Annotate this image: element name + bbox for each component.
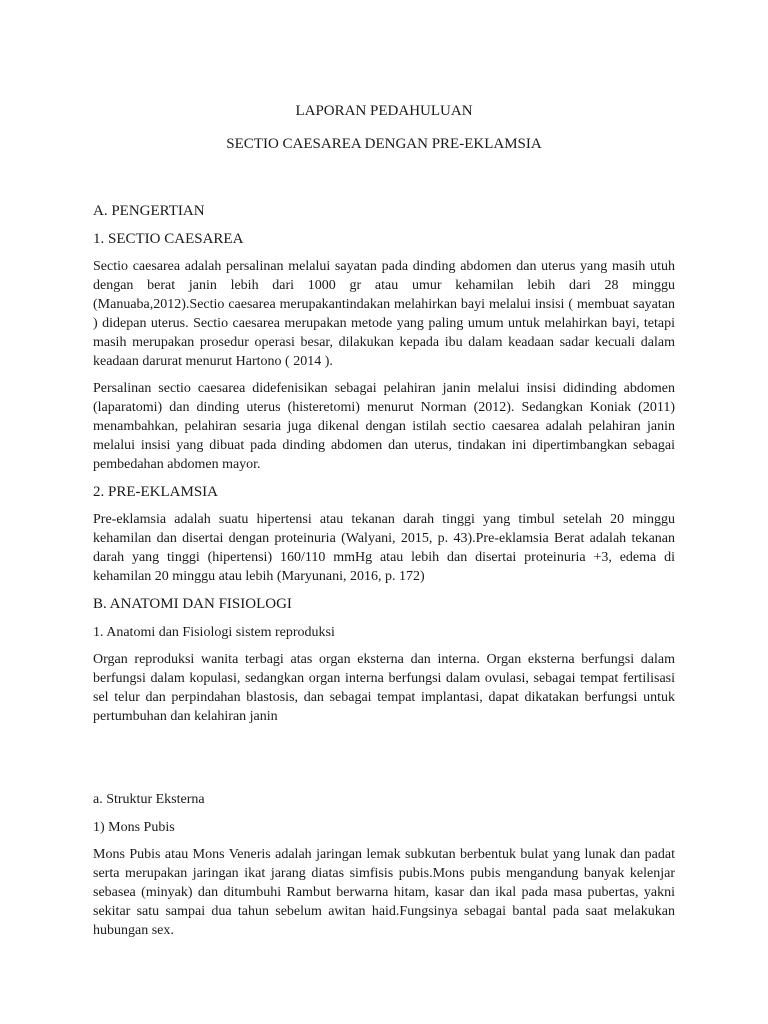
- document-title: LAPORAN PEDAHULUAN: [295, 103, 473, 119]
- paragraph-pre-eklamsia: Pre-eklamsia adalah suatu hipertensi atau tekanan darah tinggi yang timbul setelah 20 minggu kehamilan dan disertai dengan proteinuria (Walyani, 2015, p. 43).Pre-eklamsia Berat adalah tekanan darah yang tinggi (hipertensi) 160/110 mmHg atau lebih dan disertai proteinuria +3, edema di kehamilan 20 minggu atau lebih (Maryunani, 2016, p. 172): [93, 512, 675, 584]
- subheading-anatomi-reproduksi: 1. Anatomi dan Fisiologi sistem reproduksi: [93, 625, 335, 640]
- paragraph-mons-pubis: Mons Pubis atau Mons Veneris adalah jaringan lemak subkutan berbentuk bulat yang lunak dan padat serta merupakan jaringan ikat jarang diatas simfisis pubis.Mons pubis mengandung banyak kelenjar sebasea (minyak) dan ditumbuhi Rambut berwarna hitam, kasar dan ikal pada masa pubertas, yakni sekitar satu sampai dua tahun sebelum awitan haid.Fungsinya sebagai bantal pada saat melakukan hubungan sex.: [93, 847, 675, 938]
- document-subtitle: SECTIO CAESAREA DENGAN PRE-EKLAMSIA: [226, 136, 542, 152]
- subheading-sectio-caesarea: 1. SECTIO CAESAREA: [93, 231, 244, 247]
- subheading-struktur-eksterna: a. Struktur Eksterna: [93, 792, 205, 807]
- paragraph-sectio-persalinan: Persalinan sectio caesarea didefenisikan sebagai pelahiran janin melalui insisi didinding abdomen (laparatomi) dan dinding uterus (histeretomi) menurut Norman (2012). Sedangkan Koniak (2011) menambahkan, pelahiran sesaria juga dikenal dengan istilah sectio caesarea adalah pelahiran janin melalui insisi yang dibuat pada dinding abdomen dan uterus, tindakan ini dipertimbangkan sebagai pembedahan abdomen mayor.: [93, 381, 675, 472]
- section-heading-pengertian: A. PENGERTIAN: [93, 203, 205, 219]
- paragraph-organ-reproduksi: Organ reproduksi wanita terbagi atas organ eksterna dan interna. Organ eksterna berfungsi dalam berfungsi dalam kopulasi, sedangkan organ interna berfungsi dalam ovulasi, sebagai tempat fertilisasi sel telur dan perpindahan blastosis, dan sebagai tempat implantasi, dapat dikatakan berfungsi untuk pertumbuhan dan kelahiran janin: [93, 652, 675, 724]
- section-heading-anatomi: B. ANATOMI DAN FISIOLOGI: [93, 596, 292, 612]
- document-page: [93, 100, 675, 940]
- subheading-mons-pubis: 1) Mons Pubis: [93, 820, 175, 835]
- subheading-pre-eklamsia: 2. PRE-EKLAMSIA: [93, 484, 219, 500]
- paragraph-sectio-definition: Sectio caesarea adalah persalinan melalui sayatan pada dinding abdomen dan uterus yang masih utuh dengan berat janin lebih dari 1000 gr atau umur kehamilan lebih dari 28 minggu (Manuaba,2012).Sectio caesarea merupakantindakan melahirkan bayi melalui insisi ( membuat sayatan ) didepan uterus. Sectio caesarea merupakan metode yang paling umum untuk melahirkan bayi, tetapi masih merupakan prosedur operasi besar, dilakukan kepada ibu dalam keadaan sadar kecuali dalam keadaan darurat menurut Hartono ( 2014 ).: [93, 259, 675, 369]
